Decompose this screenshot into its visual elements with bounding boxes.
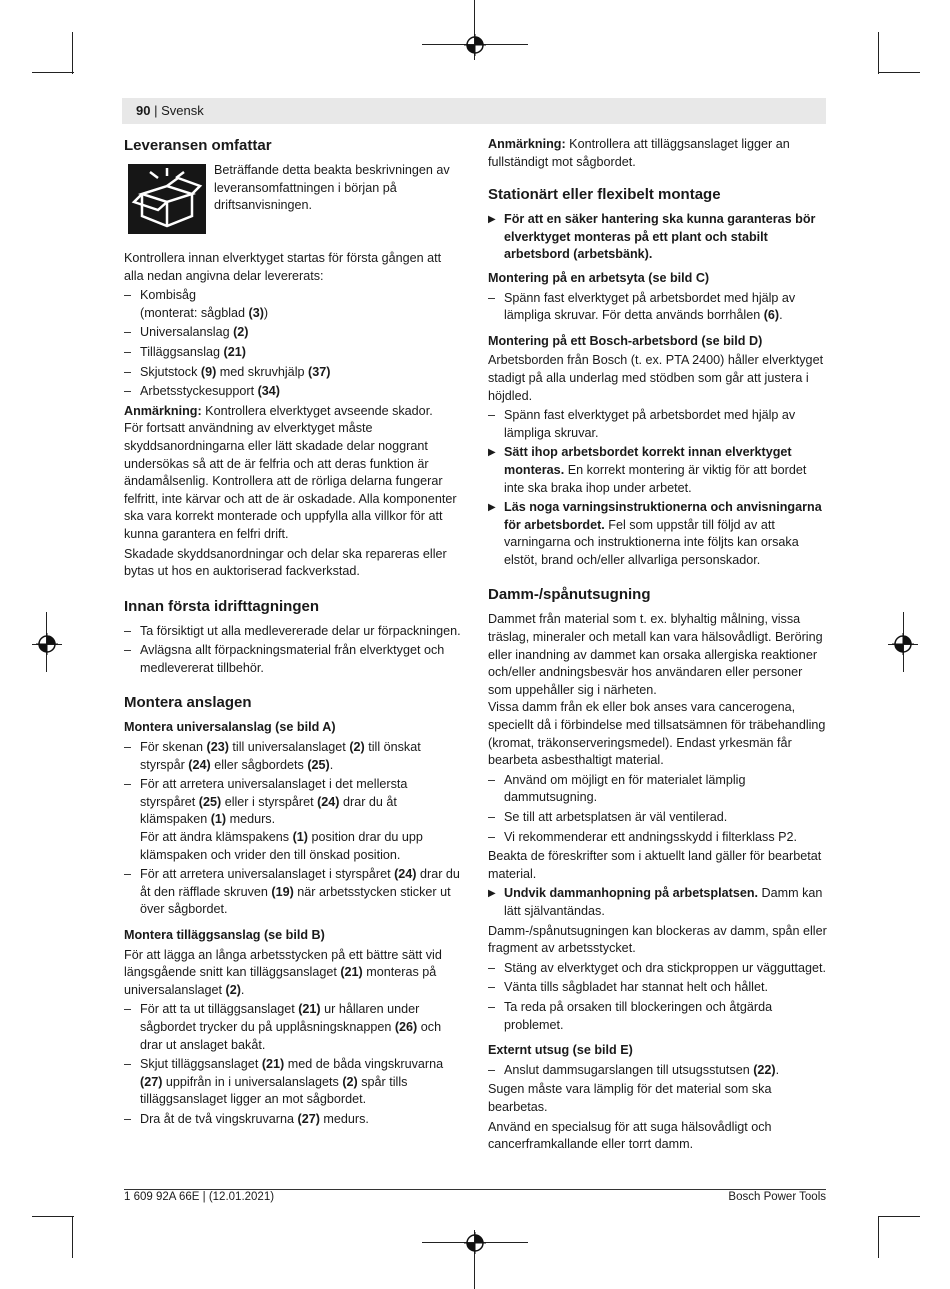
paragraph: Skadade skyddsanordningar och delar ska repareras eller bytas ut hos en auktoriserad fackverkstad. <box>124 546 447 579</box>
page-language: Svensk <box>161 103 204 118</box>
left-column <box>124 136 464 1131</box>
registration-mark-icon <box>36 633 58 655</box>
subsection-title: Montera tilläggsanslag (se bild B) <box>124 928 325 942</box>
registration-mark-icon <box>464 1232 486 1254</box>
footer-brand: Bosch Power Tools <box>728 1191 826 1203</box>
paragraph: Använd en specialsug för att suga hälsovådligt och cancerframkallande eller torrt damm. <box>488 1119 772 1152</box>
list-item: – Skjutstock (9) med skruvhjälp (37) <box>124 364 464 382</box>
warning-item: ▶ För att en säker hantering ska kunna garanteras bör elverktyget monteras på ett plant och stabilt arbetsbord (arbetsbänk). <box>488 211 828 264</box>
list-item: – Ta reda på orsaken till blockeringen och åtgärda problemet. <box>488 999 828 1034</box>
info-box-text: Beträffande detta beakta beskrivningen av leveransomfattningen i början på driftsanvisningen. <box>214 163 450 213</box>
list-item: – Tilläggsanslag (21) <box>124 344 464 362</box>
list-item: – Arbetsstyckesupport (34) <box>124 383 464 401</box>
paragraph: För att lägga an långa arbetsstycken på ett bättre sätt vid längsgående snitt kan tilläggsanslaget (21) monteras på universalanslaget (2). <box>124 947 442 997</box>
list-item: – Anslut dammsugarslangen till utsugsstutsen (22). <box>488 1062 828 1080</box>
subsection-title: Montera universalanslag (se bild A) <box>124 720 336 735</box>
page-number: 90 <box>136 103 151 118</box>
list-item: – För skenan (23) till universalanslaget (2) till önskat styrspår (24) eller sågbordets (25). <box>124 739 464 774</box>
crop-mark <box>878 32 879 74</box>
list-item: – Använd om möjligt en för materialet lämplig dammutsugning. <box>488 772 828 807</box>
paragraph: Vissa damm från ek eller bok anses vara cancerogena, speciellt då i förbindelse med tillsatsämnen för träbehandling (kromat, träkonserveringsmedel). Endast yrkesmän får bearbeta asbesthaltigt material. <box>488 700 826 768</box>
page-header-bar <box>122 98 826 124</box>
section-title: Innan första idrifttagningen <box>124 597 319 615</box>
crop-mark <box>878 1216 879 1258</box>
list-item: – Se till att arbetsplatsen är väl ventilerad. <box>488 809 828 827</box>
list-item: – Stäng av elverktyget och dra stickproppen ur vägguttaget. <box>488 960 828 978</box>
list-item: – Vänta tills sågbladet har stannat helt och hållet. <box>488 979 828 997</box>
list-item: – Ta försiktigt ut alla medlevererade delar ur förpackningen. <box>124 623 464 641</box>
page-header: 90 | Svensk <box>136 103 204 118</box>
list-item: – För att ta ut tilläggsanslaget (21) ur hållaren under sågbordet trycker du på upplåsningsknappen (26) och drar ut anslaget bakåt. <box>124 1001 464 1054</box>
note: Anmärkning: Kontrollera elverktyget avseende skador. <box>124 403 433 418</box>
paragraph: Sugen måste vara lämplig för det material som ska bearbetas. <box>488 1082 772 1114</box>
crop-mark <box>878 1216 920 1217</box>
paragraph: Dammet från material som t. ex. blyhaltig målning, vissa träslag, mineraler och metall kan vara hälsovådligt. Beröring eller inandning av dammet kan orsaka allergiska reaktioner och/eller andningsbesvär hos användaren eller personer som uppehåller sig i närheten. <box>488 612 823 697</box>
list-item: – Spänn fast elverktyget på arbetsbordet med hjälp av lämpliga skruvar. <box>488 407 828 442</box>
warning-item: ▶ Sätt ihop arbetsbordet korrekt innan elverktyget monteras. En korrekt montering är viktig för att bordet inte ska braka ihop under arbetet. <box>488 444 828 497</box>
paragraph: Beakta de föreskrifter som i aktuellt land gäller för bearbetat material. <box>488 849 822 881</box>
crop-mark <box>32 72 74 73</box>
info-box <box>124 162 464 234</box>
crop-mark <box>878 72 920 73</box>
warning-item: ▶ Undvik dammanhopning på arbetsplatsen. Damm kan lätt självantändas. <box>488 885 828 920</box>
section-title: Montera anslagen <box>124 694 252 712</box>
list-item: – Avlägsna allt förpackningsmaterial från elverktyget och medlevererat tillbehör. <box>124 642 464 677</box>
footer-rule <box>124 1189 826 1190</box>
list-item: – För att arretera universalanslaget i styrspåret (24) drar du åt den räfflade skruven (19) när arbetsstycken sticker ut över sågbordet. <box>124 866 464 919</box>
package-box-icon <box>128 164 206 234</box>
crop-mark <box>72 1216 73 1258</box>
list-item: – Kombisåg (monterat: sågblad (3)) <box>124 287 464 322</box>
section-title: Damm-/spånutsugning <box>488 586 651 604</box>
list-item: – Spänn fast elverktyget på arbetsbordet med hjälp av lämpliga skruvar. För detta används borrhålen (6). <box>488 290 828 325</box>
warning-item: ▶ Läs noga varningsinstruktionerna och anvisningarna för arbetsbordet. Fel som uppstår till följd av att varningarna och instruktionerna inte följts kan orsaka elstöt, brand och/eller allvarliga personskador. <box>488 499 828 569</box>
list-item: – Vi rekommenderar ett andningsskydd i filterklass P2. <box>488 829 828 847</box>
crop-mark <box>32 1216 74 1217</box>
subsection-title: Externt utsug (se bild E) <box>488 1043 633 1058</box>
section-title: Stationärt eller flexibelt montage <box>488 186 721 204</box>
paragraph: Damm-/spånutsugningen kan blockeras av damm, spån eller fragment av arbetsstycket. <box>488 923 827 956</box>
list-item: – Skjut tilläggsanslaget (21) med de båda vingskruvarna (27) uppifrån in i universalanslagets (2) spår tills tilläggsanslaget ligger an mot sågbordet. <box>124 1056 464 1109</box>
subsection-title: Montering på en arbetsyta (se bild C) <box>488 270 710 285</box>
note: Anmärkning: Kontrollera att tilläggsanslaget ligger an fullständigt mot sågbordet. <box>488 137 790 169</box>
list-item: – För att arretera universalanslaget i det mellersta styrspåret (25) eller i styrspåret (24) drar du åt klämspaken (1) medurs. För att ändra klämspakens (1) position drar du upp klämspaken och vrider den till önskad position. <box>124 776 464 864</box>
footer-doc-number: 1 609 92A 66E | (12.01.2021) <box>124 1191 275 1203</box>
subsection-title: Montering på ett Bosch-arbetsbord (se bild D) <box>488 333 763 348</box>
paragraph: För fortsatt användning av elverktyget måste skyddsanordningarna eller lätt skadade delar noggrant undersökas så att de är felfria och att deras funktion är ändamålsenlig. Kontrollera att de rörliga delarna fungerar felfritt, inte kärvar och att de är oskadade. Alla komponenter ska vara korrekt monterade och uppfylla alla villkor för att kunna garantera en felfri drift. <box>124 421 457 541</box>
registration-mark-icon <box>892 633 914 655</box>
list-item: – Universalanslag (2) <box>124 324 464 342</box>
list-item: – Dra åt de två vingskruvarna (27) medurs. <box>124 1111 464 1129</box>
right-column <box>488 136 828 1156</box>
crop-mark <box>72 32 73 74</box>
section-title: Leveransen omfattar <box>124 137 272 154</box>
paragraph: Arbetsborden från Bosch (t. ex. PTA 2400) håller elverktyget stadigt på alla underlag med stödben som går att justera i höjdled. <box>488 353 824 403</box>
paragraph: Kontrollera innan elverktyget startas för första gången att alla nedan angivna delar levererats: <box>124 251 442 283</box>
registration-mark-icon <box>464 34 486 56</box>
